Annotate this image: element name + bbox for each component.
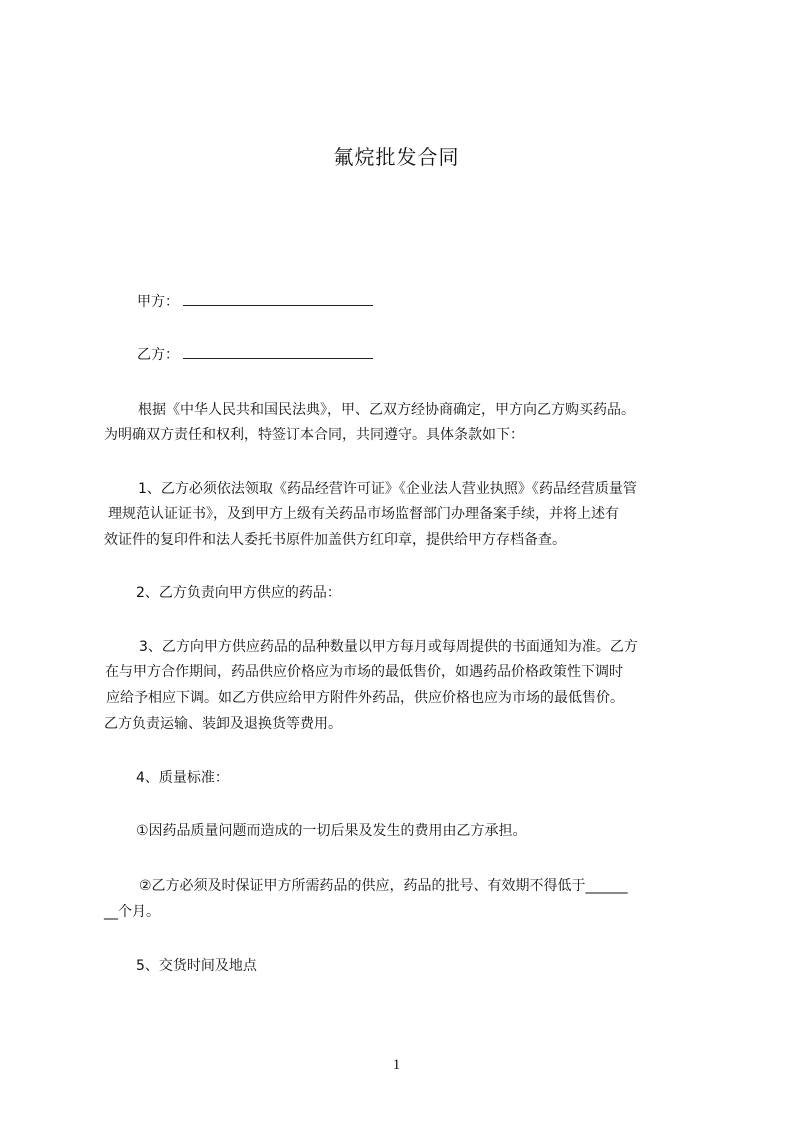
party-b-label: 乙方：: [137, 347, 179, 363]
party-a-line: [137, 291, 373, 312]
clause-4-item-2-line-1: ②乙方必须及时保证甲方所需药品的供应，药品的批号、有效期不得低于______: [139, 878, 628, 894]
clause-4-item-1: ①因药品质量问题而造成的一切后果及发生的费用由乙方承担。: [136, 823, 527, 839]
clause-3-line-1: 3、乙方向甲方供应药品的品种数量以甲方每月或每周提供的书面通知为准。乙方: [139, 639, 638, 655]
preamble-line-2: 为明确双方责任和权利，特签订本合同，共同遵守。具体条款如下：: [104, 427, 524, 443]
party-b-blank: [183, 344, 373, 359]
preamble-line-1: 根据《中华人民共和国民法典》，甲、乙双方经协商确定，甲方向乙方购买药品。: [138, 402, 635, 418]
clause-3-line-3: 应给予相应下调。如乙方供应给甲方附件外药品，供应价格也应为市场的最低售价。: [106, 690, 624, 706]
clause-3-line-2: 在与甲方合作期间，药品供应价格应为市场的最低售价，如遇药品价格政策性下调时: [105, 664, 623, 680]
clause-1-line-1: 1、乙方必须依法领取《药品经营许可证》《企业法人营业执照》《药品经营质量管: [138, 481, 637, 497]
clause-1-line-3: 效证件的复印件和法人委托书原件加盖供方红印章，提供给甲方存档备查。: [104, 532, 566, 548]
clause-5-heading: 5、交货时间及地点: [136, 958, 257, 974]
clause-2-heading: 2、乙方负责向甲方供应的药品：: [136, 585, 341, 601]
clause-4-heading: 4、质量标准：: [136, 770, 229, 786]
clause-3-line-4: 乙方负责运输、装卸及退换货等费用。: [104, 716, 342, 732]
clause-4-item-2-line-2: __个月。: [104, 904, 160, 920]
clause-1-line-2: 理规范认证证书》，及到甲方上级有关药品市场监督部门办理备案手续，并将上述有: [108, 506, 619, 522]
party-a-blank: [183, 291, 373, 306]
page-title: 氟烷批发合同: [333, 145, 460, 169]
party-a-label: 甲方：: [137, 294, 179, 310]
page-number: 1: [392, 1057, 401, 1073]
party-b-line: [137, 344, 373, 365]
